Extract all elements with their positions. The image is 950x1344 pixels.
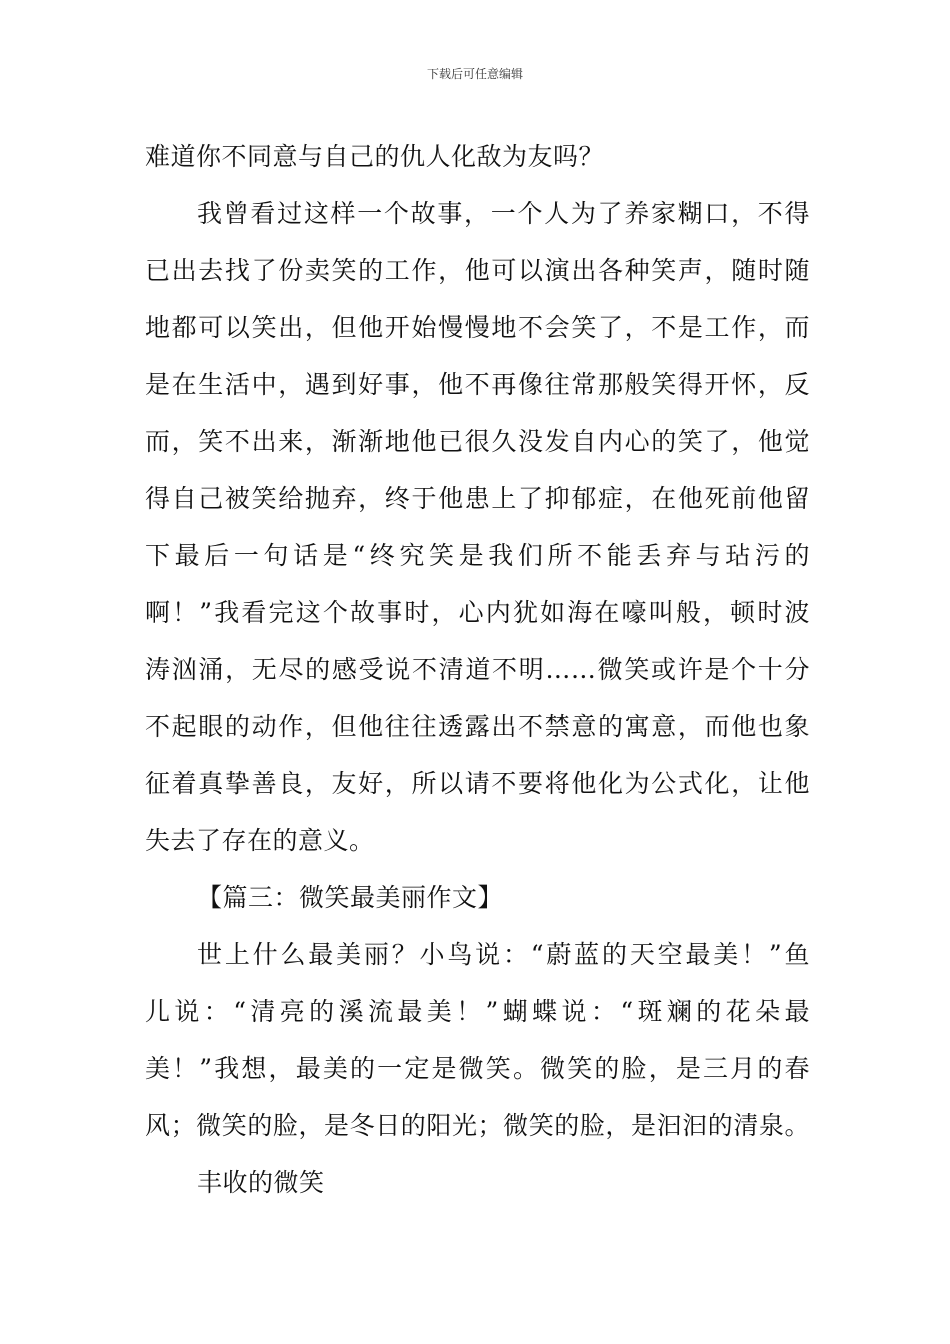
text-line: 啊！”我看完这个故事时，心内犹如海在嚎叫般，顿时波 — [145, 598, 810, 627]
text-line: 地都可以笑出，但他开始慢慢地不会笑了，不是工作，而 — [145, 313, 810, 342]
subheading-line: 丰收的微笑 — [197, 1168, 325, 1197]
page-header: 下载后可任意编辑 — [426, 67, 523, 81]
text-line: 我曾看过这样一个故事，一个人为了养家糊口，不得 — [197, 199, 810, 228]
text-line: 涛汹涌，无尽的感受说不清道不明……微笑或许是个十分 — [145, 655, 810, 684]
section-heading: 【篇三：微笑最美丽作文】 — [197, 883, 504, 912]
text-line: 不起眼的动作，但他往往透露出不禁意的寓意，而他也象 — [145, 712, 810, 741]
text-line: 难道你不同意与自己的仇人化敌为友吗？ — [145, 142, 605, 171]
text-line: 下最后一句话是“终究笑是我们所不能丢弃与玷污的 — [145, 541, 810, 570]
text-line: 美！”我想，最美的一定是微笑。微笑的脸，是三月的春 — [145, 1054, 810, 1083]
text-line: 风；微笑的脸，是冬日的阳光；微笑的脸，是汩汩的清泉。 — [145, 1111, 810, 1140]
text-line: 世上什么最美丽？小鸟说：“蔚蓝的天空最美！”鱼 — [197, 940, 810, 969]
text-line: 得自己被笑给抛弃，终于他患上了抑郁症，在他死前他留 — [145, 484, 810, 513]
text-line: 失去了存在的意义。 — [145, 826, 375, 855]
text-line: 是在生活中，遇到好事，他不再像往常那般笑得开怀，反 — [145, 370, 810, 399]
text-line: 而，笑不出来，渐渐地他已很久没发自内心的笑了，他觉 — [145, 427, 810, 456]
document-body — [145, 128, 810, 1211]
text-line: 已出去找了份卖笑的工作，他可以演出各种笑声，随时随 — [145, 256, 810, 285]
text-line: 儿说：“清亮的溪流最美！”蝴蝶说：“斑斓的花朵最 — [145, 997, 810, 1026]
text-line: 征着真挚善良，友好，所以请不要将他化为公式化，让他 — [145, 769, 810, 798]
